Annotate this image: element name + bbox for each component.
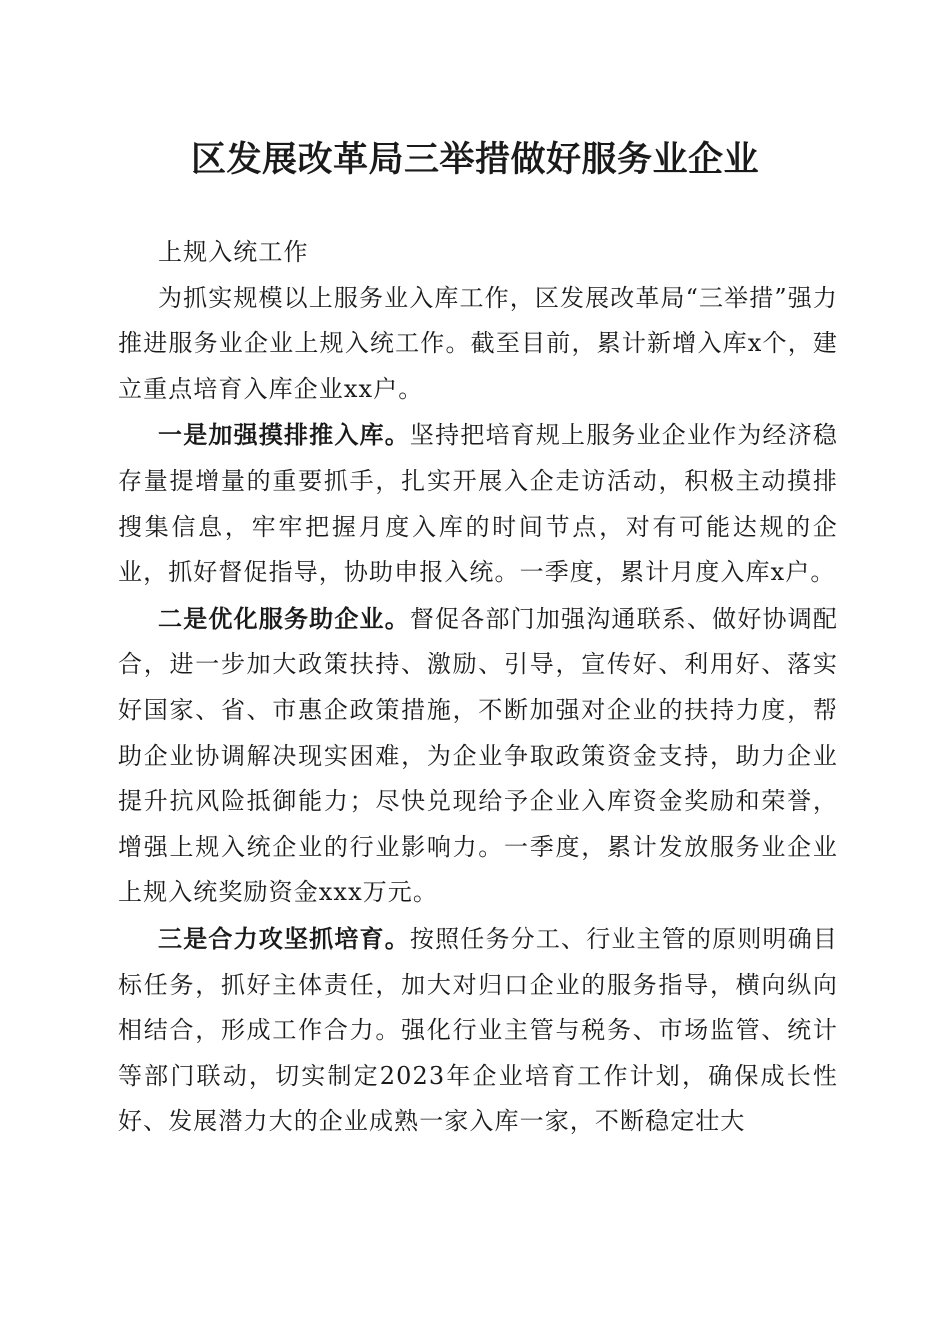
document-body: [118, 230, 838, 1145]
paragraph-measure-3: [118, 916, 838, 1145]
paragraph-measure-3-text: 按照任务分工、行业主管的原则明确目标任务，抓好主体责任，加大对归口企业的服务指导，横向纵向相结合，形成工作合力。强化行业主管与税务、市场监管、统计等部门联动，切实制定2023年企业培育工作计划，确保成长性好、发展潜力大的企业成熟一家入库一家，不断稳定壮大: [118, 924, 839, 1136]
paragraph-intro-text: 为抓实规模以上服务业入库工作，区发展改革局“三举措”强力推进服务业企业上规入统工作。截至目前，累计新增入库x个，建立重点培育入库企业xx户。: [118, 283, 838, 403]
paragraph-measure-3-lead: 三是合力攻坚抓培育。: [158, 923, 410, 953]
paragraph-measure-2: [118, 596, 838, 916]
paragraph-measure-1: [118, 412, 838, 595]
paragraph-measure-1-text: 坚持把培育规上服务业企业作为经济稳存量提增量的重要抓手，扎实开展入企走访活动，积极主动摸排搜集信息，牢牢把握月度入库的时间节点，对有可能达规的企业，抓好督促指导，协助申报入统。一季度，累计月度入库x户。: [118, 421, 839, 587]
paragraph-measure-2-text: 督促各部门加强沟通联系、做好协调配合，进一步加大政策扶持、激励、引导，宣传好、利用好、落实好国家、省、市惠企政策措施，不断加强对企业的扶持力度，帮助企业协调解决现实困难，为企业争取政策资金支持，助力企业提升抗风险抵御能力；尽快兑现给予企业入库资金奖励和荣誉，增强上规入统企业的行业影响力。一季度，累计发放服务业企业上规入统奖励资金xxx万元。: [118, 604, 839, 907]
document-title: 区发展改革局三举措做好服务业企业: [190, 139, 759, 180]
document-subtitle: 上规入统工作: [158, 238, 309, 266]
paragraph-measure-2-lead: 二是优化服务助企业。: [158, 603, 410, 633]
paragraph-measure-1-lead: 一是加强摸排推入库。: [158, 420, 410, 450]
paragraph-intro: [118, 276, 838, 413]
